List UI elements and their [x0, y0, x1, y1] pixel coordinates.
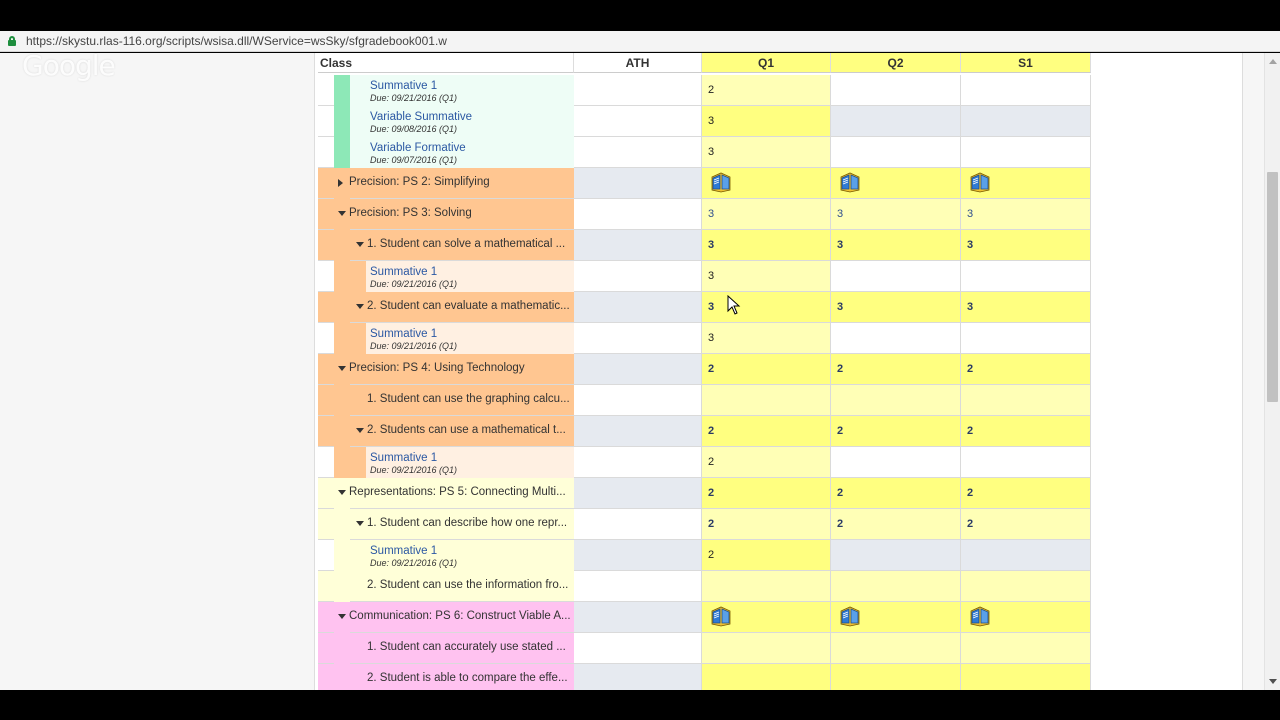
substandard-label[interactable]: 2. Student can use the information fro... [367, 579, 569, 591]
group-stripe [334, 633, 350, 664]
q1-grade-cell[interactable] [702, 323, 831, 354]
ath-cell [574, 230, 702, 261]
standard-row [318, 602, 1091, 633]
q1-grade-cell[interactable] [702, 230, 831, 261]
q2-grade-cell[interactable] [831, 199, 961, 230]
q1-grade-cell[interactable] [702, 292, 831, 323]
ath-cell [574, 137, 702, 168]
ath-cell [574, 168, 702, 199]
assignment-link[interactable]: Summative 1 [370, 80, 438, 92]
collapse-arrow-icon[interactable] [356, 521, 364, 526]
grade-value: 2 [708, 518, 715, 530]
grade-value: 3 [708, 332, 715, 344]
grade-value: 2 [837, 518, 844, 530]
substandard-label[interactable]: 1. Student can accurately use stated ... [367, 641, 566, 653]
ath-cell [574, 571, 702, 602]
column-header-q2[interactable]: Q2 [831, 53, 961, 73]
class-cell[interactable] [318, 75, 574, 106]
standard-row [318, 168, 1091, 199]
column-header-q1[interactable]: Q1 [702, 53, 831, 73]
gradebook-book-icon[interactable] [709, 171, 733, 193]
substandard-label[interactable]: 1. Student can use the graphing calcu... [367, 393, 570, 405]
grade-value: 3 [967, 301, 974, 313]
scrollbar-thumb[interactable] [1267, 172, 1278, 402]
ath-cell [574, 106, 702, 137]
standard-label[interactable]: Precision: PS 3: Solving [349, 207, 472, 219]
group-stripe [334, 261, 350, 292]
q1-grade-cell[interactable] [702, 106, 831, 137]
q2-grade-cell[interactable] [831, 75, 961, 106]
grade-value: 2 [708, 487, 715, 499]
assignment-link[interactable]: Summative 1 [370, 452, 438, 464]
class-cell[interactable] [318, 478, 574, 509]
group-stripe [334, 416, 350, 447]
class-cell[interactable] [318, 509, 574, 540]
s1-grade-cell[interactable] [961, 75, 1091, 106]
q1-grade-cell[interactable] [702, 416, 831, 447]
gradebook-book-icon[interactable] [968, 605, 992, 627]
q2-grade-cell[interactable] [831, 664, 961, 690]
s1-grade-cell[interactable] [961, 602, 1091, 633]
q1-grade-cell[interactable] [702, 602, 831, 633]
substandard-label[interactable]: 1. Student can describe how one repr... [367, 517, 568, 529]
group-stripe [334, 509, 350, 540]
grade-value: 3 [837, 239, 844, 251]
group-stripe [334, 385, 350, 416]
assignment-row [318, 323, 1091, 354]
ath-cell [574, 292, 702, 323]
q1-grade-cell[interactable] [702, 540, 831, 571]
gradebook-book-icon[interactable] [968, 171, 992, 193]
column-header-ath[interactable]: ATH [574, 53, 702, 73]
collapse-arrow-icon[interactable] [338, 614, 346, 619]
ath-cell [574, 478, 702, 509]
ath-cell [574, 602, 702, 633]
grade-value: 3 [708, 115, 715, 127]
q1-grade-cell[interactable] [702, 261, 831, 292]
class-cell[interactable] [318, 571, 574, 602]
assignment-row [318, 137, 1091, 168]
s1-grade-cell[interactable] [961, 509, 1091, 540]
ath-cell [574, 664, 702, 690]
grade-value: 2 [967, 425, 974, 437]
s1-grade-cell[interactable] [961, 416, 1091, 447]
grade-value: 2 [837, 487, 844, 499]
assignment-due-date: Due: 09/21/2016 (Q1) [370, 279, 458, 289]
group-indent [350, 137, 366, 168]
assignment-due-date: Due: 09/21/2016 (Q1) [370, 341, 458, 351]
vertical-scrollbar[interactable] [1264, 53, 1280, 690]
substandard-label[interactable]: 2. Student is able to compare the effe... [367, 672, 568, 684]
collapse-arrow-icon[interactable] [338, 211, 346, 216]
class-cell[interactable] [318, 447, 574, 478]
standard-label[interactable]: Precision: PS 4: Using Technology [349, 362, 525, 374]
s1-grade-cell[interactable] [961, 478, 1091, 509]
group-stripe [334, 664, 350, 690]
s1-grade-cell[interactable] [961, 106, 1091, 137]
assignment-due-date: Due: 09/21/2016 (Q1) [370, 558, 458, 568]
assignment-link[interactable]: Summative 1 [370, 545, 438, 557]
substandard-row [318, 571, 1091, 602]
collapse-arrow-icon[interactable] [356, 304, 364, 309]
ath-cell [574, 447, 702, 478]
substandard-row [318, 230, 1091, 261]
ath-cell [574, 509, 702, 540]
assignment-link[interactable]: Variable Summative [370, 111, 473, 123]
q1-grade-cell[interactable] [702, 509, 831, 540]
ath-cell [574, 385, 702, 416]
grade-value: 2 [708, 456, 715, 468]
class-cell[interactable] [318, 664, 574, 690]
grade-value: 3 [708, 208, 715, 220]
s1-grade-cell[interactable] [961, 199, 1091, 230]
s1-grade-cell[interactable] [961, 633, 1091, 664]
grade-value: 3 [708, 270, 715, 282]
assignment-row [318, 106, 1091, 137]
s1-grade-cell[interactable] [961, 540, 1091, 571]
q2-grade-cell[interactable] [831, 509, 961, 540]
group-indent [350, 106, 366, 137]
q2-grade-cell[interactable] [831, 230, 961, 261]
gradebook-book-icon[interactable] [838, 171, 862, 193]
q2-grade-cell[interactable] [831, 168, 961, 199]
class-cell[interactable] [318, 230, 574, 261]
assignment-row [318, 261, 1091, 292]
substandard-row [318, 633, 1091, 664]
q2-grade-cell[interactable] [831, 447, 961, 478]
q2-grade-cell[interactable] [831, 385, 961, 416]
q1-grade-cell[interactable] [702, 199, 831, 230]
standard-row [318, 478, 1091, 509]
substandard-label[interactable]: 2. Students can use a mathematical t... [367, 424, 566, 436]
page-viewport [0, 53, 1280, 690]
assignment-row [318, 540, 1091, 571]
s1-grade-cell[interactable] [961, 168, 1091, 199]
grade-value: 2 [708, 549, 715, 561]
class-cell[interactable] [318, 106, 574, 137]
q1-grade-cell[interactable] [702, 385, 831, 416]
s1-grade-cell[interactable] [961, 230, 1091, 261]
url-text[interactable]: https://skystu.rlas-116.org/scripts/wsisa.dll/WService=wsSky/sfgradebook001.w [26, 34, 447, 48]
ath-cell [574, 633, 702, 664]
s1-grade-cell[interactable] [961, 664, 1091, 690]
s1-grade-cell[interactable] [961, 261, 1091, 292]
grade-value: 2 [837, 425, 844, 437]
q1-grade-cell[interactable] [702, 478, 831, 509]
group-stripe [334, 540, 350, 571]
s1-grade-cell[interactable] [961, 354, 1091, 385]
class-cell[interactable] [318, 137, 574, 168]
s1-grade-cell[interactable] [961, 385, 1091, 416]
grade-value: 2 [708, 84, 715, 96]
class-cell[interactable] [318, 385, 574, 416]
q1-grade-cell[interactable] [702, 168, 831, 199]
q1-grade-cell[interactable] [702, 354, 831, 385]
substandard-row [318, 416, 1091, 447]
window-top-bar [0, 0, 1280, 31]
collapse-arrow-icon[interactable] [356, 428, 364, 433]
q2-grade-cell[interactable] [831, 478, 961, 509]
substandard-row [318, 385, 1091, 416]
mouse-cursor-icon [727, 295, 741, 315]
group-indent [350, 323, 366, 354]
google-watermark: Google [22, 53, 115, 82]
grade-value: 2 [837, 363, 844, 375]
ath-cell [574, 75, 702, 106]
ath-cell [574, 261, 702, 292]
ath-cell [574, 199, 702, 230]
q1-grade-cell[interactable] [702, 137, 831, 168]
ath-cell [574, 354, 702, 385]
group-stripe [334, 75, 350, 106]
assignment-due-date: Due: 09/08/2016 (Q1) [370, 124, 458, 134]
grade-value: 2 [708, 363, 715, 375]
q1-grade-cell[interactable] [702, 75, 831, 106]
ath-cell [574, 416, 702, 447]
substandard-row [318, 292, 1091, 323]
q2-grade-cell[interactable] [831, 416, 961, 447]
window-bottom-bar [0, 690, 1280, 720]
scroll-down-arrow-icon[interactable] [1269, 679, 1277, 684]
grade-value: 2 [967, 518, 974, 530]
grade-value: 3 [967, 208, 974, 220]
assignment-link[interactable]: Summative 1 [370, 266, 438, 278]
s1-grade-cell[interactable] [961, 292, 1091, 323]
grade-value: 3 [967, 239, 974, 251]
grade-value: 3 [837, 208, 844, 220]
s1-grade-cell[interactable] [961, 323, 1091, 354]
assignment-row [318, 447, 1091, 478]
standard-label[interactable]: Precision: PS 2: Simplifying [349, 176, 490, 188]
s1-grade-cell[interactable] [961, 571, 1091, 602]
gradebook-book-icon[interactable] [838, 605, 862, 627]
group-indent [350, 540, 366, 571]
ath-cell [574, 540, 702, 571]
class-cell[interactable] [318, 602, 574, 633]
q1-grade-cell[interactable] [702, 664, 831, 690]
class-cell[interactable] [318, 323, 574, 354]
grade-value: 3 [708, 301, 715, 313]
q2-grade-cell[interactable] [831, 354, 961, 385]
q2-grade-cell[interactable] [831, 261, 961, 292]
assignment-row [318, 75, 1091, 106]
class-cell[interactable] [318, 633, 574, 664]
q2-grade-cell[interactable] [831, 292, 961, 323]
class-cell[interactable] [318, 540, 574, 571]
class-cell[interactable] [318, 199, 574, 230]
lock-icon [8, 36, 16, 46]
q2-grade-cell[interactable] [831, 323, 961, 354]
class-cell[interactable] [318, 292, 574, 323]
group-stripe [334, 137, 350, 168]
substandard-label[interactable]: 1. Student can solve a mathematical ... [367, 238, 566, 250]
q2-grade-cell[interactable] [831, 602, 961, 633]
group-indent [350, 261, 366, 292]
assignment-due-date: Due: 09/21/2016 (Q1) [370, 465, 458, 475]
q2-grade-cell[interactable] [831, 137, 961, 168]
group-stripe [334, 571, 350, 602]
scroll-up-arrow-icon[interactable] [1269, 59, 1277, 64]
address-bar[interactable] [0, 31, 1280, 52]
collapse-arrow-icon[interactable] [338, 366, 346, 371]
s1-grade-cell[interactable] [961, 137, 1091, 168]
grade-value: 3 [708, 146, 715, 158]
standard-label[interactable]: Communication: PS 6: Construct Viable A... [349, 610, 571, 622]
q2-grade-cell[interactable] [831, 106, 961, 137]
class-cell[interactable] [318, 354, 574, 385]
q2-grade-cell[interactable] [831, 633, 961, 664]
class-cell[interactable] [318, 168, 574, 199]
class-cell[interactable] [318, 261, 574, 292]
s1-grade-cell[interactable] [961, 447, 1091, 478]
class-cell[interactable] [318, 416, 574, 447]
grade-value: 2 [708, 425, 715, 437]
substandard-row [318, 509, 1091, 540]
group-stripe [334, 106, 350, 137]
group-stripe [334, 292, 350, 323]
q2-grade-cell[interactable] [831, 540, 961, 571]
standard-row [318, 354, 1091, 385]
ath-cell [574, 323, 702, 354]
assignment-link[interactable]: Summative 1 [370, 328, 438, 340]
substandard-label[interactable]: 2. Student can evaluate a mathematic... [367, 300, 570, 312]
grade-value: 3 [837, 301, 844, 313]
q1-grade-cell[interactable] [702, 633, 831, 664]
standard-label[interactable]: Representations: PS 5: Connecting Multi... [349, 486, 566, 498]
expand-arrow-icon[interactable] [338, 179, 343, 187]
column-header-s1[interactable]: S1 [961, 53, 1091, 73]
assignment-link[interactable]: Variable Formative [370, 142, 466, 154]
substandard-row [318, 664, 1091, 690]
q1-grade-cell[interactable] [702, 447, 831, 478]
grade-value: 3 [708, 239, 715, 251]
assignment-due-date: Due: 09/07/2016 (Q1) [370, 155, 458, 165]
q2-grade-cell[interactable] [831, 571, 961, 602]
group-stripe [334, 447, 350, 478]
group-stripe [334, 323, 350, 354]
q1-grade-cell[interactable] [702, 571, 831, 602]
standard-row [318, 199, 1091, 230]
group-stripe [334, 230, 350, 261]
gradebook-book-icon[interactable] [709, 605, 733, 627]
column-header-class: Class [318, 53, 574, 73]
collapse-arrow-icon[interactable] [338, 490, 346, 495]
collapse-arrow-icon[interactable] [356, 242, 364, 247]
group-indent [350, 75, 366, 106]
grade-value: 2 [967, 487, 974, 499]
assignment-due-date: Due: 09/21/2016 (Q1) [370, 93, 458, 103]
grade-value: 2 [967, 363, 974, 375]
group-indent [350, 447, 366, 478]
